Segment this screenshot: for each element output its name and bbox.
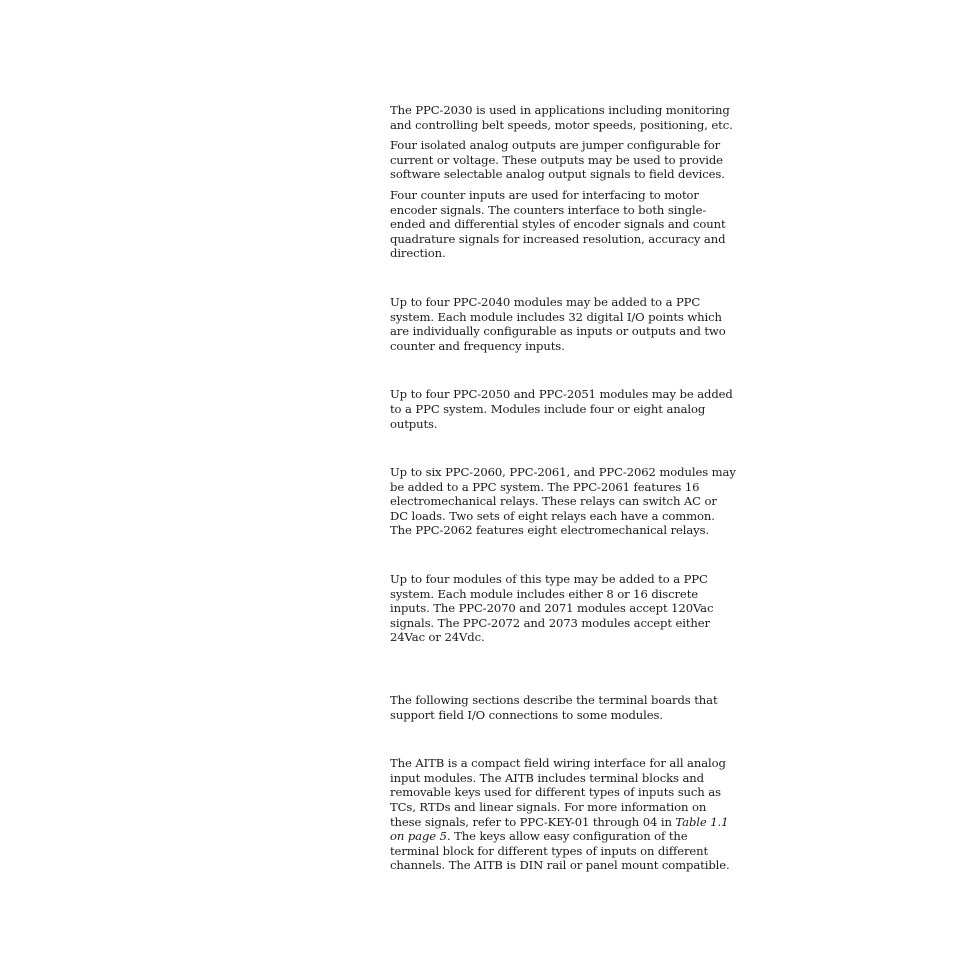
paragraph-ppc2030-intro: The PPC-2030 is used in applications including monitoring and controlling belt speeds, motor speeds, positioning, etc. bbox=[390, 103, 733, 132]
paragraph-ppc2040: Up to four PPC-2040 modules may be added to a PPC system. Each module includes 32 digital I/O points which are individually configurable as inputs or outputs and two counter and frequency inputs. bbox=[390, 294, 726, 353]
paragraph-aitb bbox=[390, 756, 738, 873]
table-reference-link[interactable]: Table 1.1 on page 5 bbox=[390, 814, 729, 844]
body-text-column bbox=[390, 103, 738, 873]
paragraph-analog-outputs: Four isolated analog outputs are jumper configurable for current or voltage. These outputs may be used to provide software selectable analog output signals to field devices. bbox=[390, 138, 725, 182]
paragraph-ppc2070: Up to four modules of this type may be added to a PPC system. Each module includes either 8 or 16 discrete inputs. The PPC-2070 and 2071 modules accept 120Vac signals. The PPC-2072 and 2073 modules accept either 24Vac or 24Vdc. bbox=[390, 572, 714, 645]
paragraph-ppc2050: Up to four PPC-2050 and PPC-2051 modules may be added to a PPC system. Modules include four or eight analog outputs. bbox=[390, 387, 733, 431]
aitb-text-before: The AITB is a compact field wiring interface for all analog input modules. The AITB includes terminal blocks and removable keys used for different types of inputs such as TCs, RTDs and linear signals. For more information on these signals, refer to PPC-KEY-01 through 04 in bbox=[390, 756, 726, 829]
paragraph-terminal-boards: The following sections describe the terminal boards that support field I/O connections to some modules. bbox=[390, 693, 718, 722]
paragraph-counter-inputs: Four counter inputs are used for interfacing to motor encoder signals. The counters interface to both single-ended and differential styles of encoder signals and count quadrature signals for increased resolution, accuracy and direction. bbox=[390, 187, 726, 261]
aitb-text-after: . The keys allow easy configuration of the terminal block for different types of inputs on different channels. The AITB is DIN rail or panel mount compatible. bbox=[390, 829, 730, 873]
paragraph-ppc2060: Up to six PPC-2060, PPC-2061, and PPC-2062 modules may be added to a PPC system. The PPC-2061 features 16 electromechanical relays. These relays can switch AC or DC loads. Two sets of eight relays each have a common. The PPC-2062 features eight electromechanical relays. bbox=[390, 465, 736, 538]
